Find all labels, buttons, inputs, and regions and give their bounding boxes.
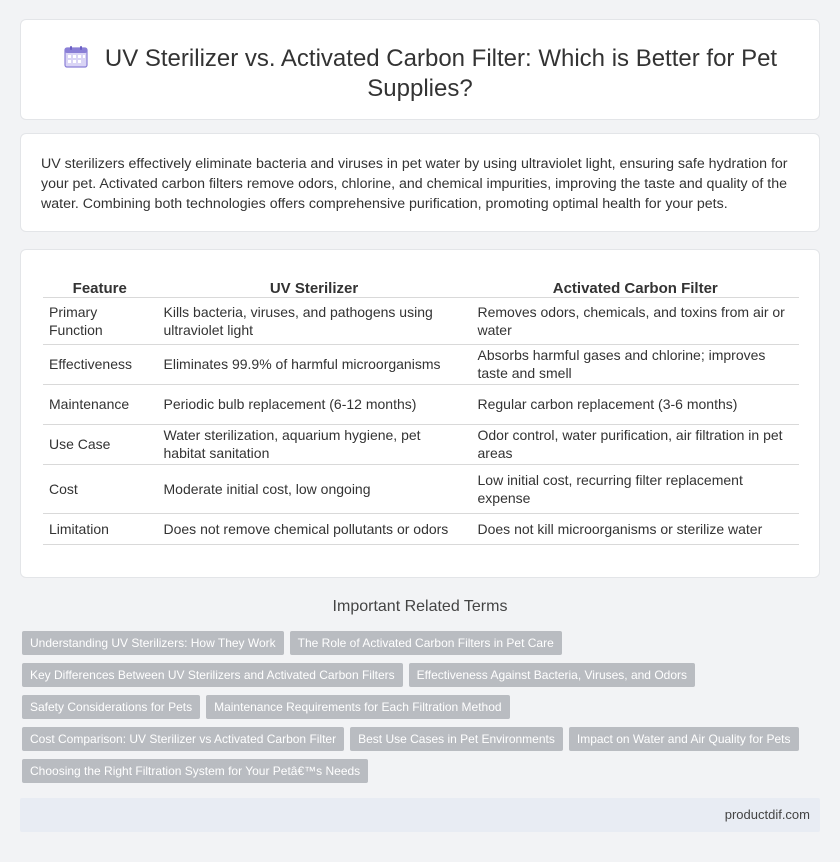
- feature-cell: Primary Function: [43, 297, 157, 344]
- comparison-table-card: [20, 249, 820, 578]
- footer-bar: [20, 798, 820, 832]
- header-feature: Feature: [43, 275, 157, 297]
- related-terms-title: Important Related Terms: [332, 598, 508, 615]
- carbon-cell: Does not kill microorganisms or sterilize water: [471, 513, 799, 544]
- calendar-icon: [63, 45, 89, 69]
- table-header-row: [43, 275, 799, 297]
- uv-cell: Does not remove chemical pollutants or odors: [157, 513, 471, 544]
- feature-cell: Limitation: [43, 513, 157, 544]
- uv-cell: Eliminates 99.9% of harmful microorganisms: [157, 344, 471, 384]
- table-row: [43, 384, 799, 424]
- table-row: [43, 464, 799, 513]
- header-activated-carbon-filter: Activated Carbon Filter: [471, 275, 799, 297]
- title-card: [20, 19, 820, 120]
- related-term-tag[interactable]: Choosing the Right Filtration System for Your Petâ€™s Needs: [22, 759, 368, 783]
- feature-cell: Maintenance: [43, 384, 157, 424]
- feature-cell: Effectiveness: [43, 344, 157, 384]
- comparison-table: [43, 275, 799, 545]
- header-uv-sterilizer: UV Sterilizer: [157, 275, 471, 297]
- related-term-tag[interactable]: Maintenance Requirements for Each Filtration Method: [206, 695, 509, 719]
- related-term-tag[interactable]: The Role of Activated Carbon Filters in Pet Care: [290, 631, 562, 655]
- carbon-cell: Odor control, water purification, air filtration in pet areas: [471, 424, 799, 464]
- carbon-cell: Removes odors, chemicals, and toxins from air or water: [471, 297, 799, 344]
- page-title-wrapper: [61, 44, 779, 104]
- related-term-tag[interactable]: Impact on Water and Air Quality for Pets: [569, 727, 799, 751]
- table-row: [43, 297, 799, 344]
- uv-cell: Periodic bulb replacement (6-12 months): [157, 384, 471, 424]
- related-term-tag[interactable]: Key Differences Between UV Sterilizers and Activated Carbon Filters: [22, 663, 403, 687]
- footer-site-link[interactable]: productdif.com: [724, 807, 810, 822]
- carbon-cell: Low initial cost, recurring filter replacement expense: [471, 464, 799, 513]
- related-term-tag[interactable]: Understanding UV Sterilizers: How They Work: [22, 631, 284, 655]
- intro-paragraph: UV sterilizers effectively eliminate bacteria and viruses in pet water by using ultraviolet light, ensuring safe hydration for your pet. Activated carbon filters remove odors, chlorine, and chemical impurities, improving the taste and quality of the water. Combining both technologies offers comprehensive purification, promoting optimal health for your pets.: [41, 156, 788, 212]
- carbon-cell: Absorbs harmful gases and chlorine; improves taste and smell: [471, 344, 799, 384]
- uv-cell: Water sterilization, aquarium hygiene, pet habitat sanitation: [157, 424, 471, 464]
- table-row: [43, 344, 799, 384]
- related-term-tag[interactable]: Effectiveness Against Bacteria, Viruses, and Odors: [409, 663, 695, 687]
- related-terms-list: [22, 631, 812, 791]
- feature-cell: Use Case: [43, 424, 157, 464]
- related-term-tag[interactable]: Best Use Cases in Pet Environments: [350, 727, 563, 751]
- feature-cell: Cost: [43, 464, 157, 513]
- uv-cell: Kills bacteria, viruses, and pathogens using ultraviolet light: [157, 297, 471, 344]
- table-row: [43, 513, 799, 544]
- carbon-cell: Regular carbon replacement (3-6 months): [471, 384, 799, 424]
- related-term-tag[interactable]: Safety Considerations for Pets: [22, 695, 200, 719]
- related-term-tag[interactable]: Cost Comparison: UV Sterilizer vs Activated Carbon Filter: [22, 727, 344, 751]
- uv-cell: Moderate initial cost, low ongoing: [157, 464, 471, 513]
- page-title: UV Sterilizer vs. Activated Carbon Filter: Which is Better for Pet Supplies?: [104, 45, 778, 102]
- table-row: [43, 424, 799, 464]
- intro-card: [20, 133, 820, 232]
